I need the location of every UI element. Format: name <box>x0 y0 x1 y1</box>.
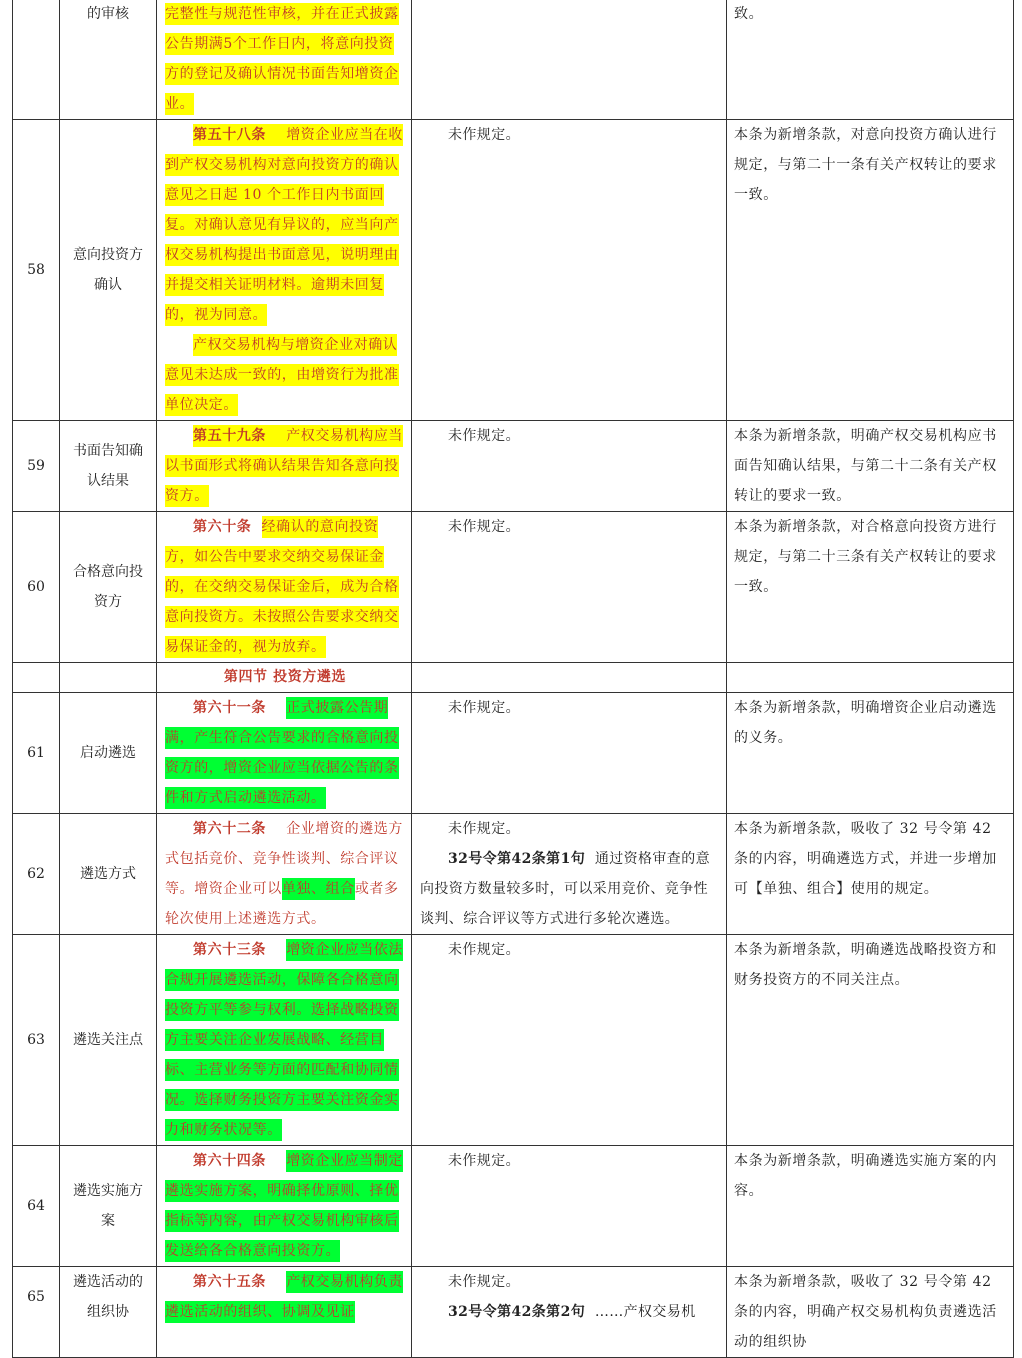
new-article-cell <box>157 1267 412 1358</box>
section-row <box>13 663 1014 693</box>
table-row <box>13 512 1014 663</box>
clause-name: 意向投资方确认 <box>60 120 157 421</box>
note-text: 本条为新增条款，明确增资企业启动遴选的义务。 <box>727 693 1014 814</box>
row-number: 59 <box>13 421 60 512</box>
row-number: 65 <box>13 1267 60 1358</box>
row-number: 58 <box>13 120 60 421</box>
row-number: 61 <box>13 693 60 814</box>
article-text: 完整性与规范性审核，并在正式披露公告期满5个工作日内，将意向投资方的登记及确认情况书面告知增资企业。 <box>165 3 399 115</box>
clause-name: 书面告知确认结果 <box>60 421 157 512</box>
old-rule-text: ……产权交易机 <box>594 1304 696 1320</box>
table-row <box>13 1146 1014 1267</box>
old-rule-text: 未作规定。 <box>448 519 520 535</box>
note-text: 本条为新增条款，对意向投资方确认进行规定，与第二十一条有关产权转让的要求一致。 <box>727 120 1014 421</box>
clause-name: 遴选实施方案 <box>60 1146 157 1267</box>
article-title: 第五十八条 <box>193 127 266 143</box>
new-article-cell <box>157 814 412 935</box>
article-text: 经确认的意向投资方，如公告中要求交纳交易保证金的，在交纳交易保证金后，成为合格意向投资方。未按照公告要求交纳交易保证金的，视为放弃。 <box>165 516 399 658</box>
table-row <box>13 1267 1014 1358</box>
new-article-cell <box>157 421 412 512</box>
article-title: 第六十四条 <box>193 1153 266 1169</box>
old-rule-cell <box>412 512 727 663</box>
table-row <box>13 0 1014 120</box>
article-text: 增资企业应当依法合规开展遴选活动，保障各合格意向投资方平等参与权利。选择战略投资方主要关注企业发展战略、经营目标、主营业务等方面的匹配和协同情况。选择财务投资方主要关注资金实力和财务状况等。 <box>165 939 403 1141</box>
article-text: 产权交易机构负责遴选活动的组织、协调及见证 <box>165 1271 403 1323</box>
reference-label: 32号令第42条第1句 <box>448 851 586 867</box>
clause-name-cell <box>60 0 157 120</box>
note-text: 本条为新增条款，对合格意向投资方进行规定，与第二十三条有关产权转让的要求一致。 <box>727 512 1014 663</box>
article-text: 产权交易机构应当以书面形式将确认结果告知各意向投资方。 <box>165 428 404 504</box>
clause-name: 启动遴选 <box>60 693 157 814</box>
clause-name: 合格意向投资方 <box>60 512 157 663</box>
article-highlight: 单独、组合 <box>282 878 355 900</box>
article-text: 增资企业应当制定遴选实施方案，明确择优原则、择优指标等内容，由产权交易机构审核后发送给各合格意向投资方。 <box>165 1150 403 1262</box>
article-text: 企业增资的遴选方式包括竞价、竞争性谈判、综合评议等。增资企业可以 <box>165 821 404 897</box>
note-text: 致。 <box>734 6 764 22</box>
row-number: 63 <box>13 935 60 1146</box>
old-rule-text: 未作规定。 <box>448 821 520 837</box>
article-title: 第六十条 <box>193 519 252 535</box>
old-rule-cell <box>412 1146 727 1267</box>
table-row <box>13 120 1014 421</box>
article-text: 增资企业应当在收到产权交易机构对意向投资方的确认意见之日起 10 个工作日内书面回复。对确认意见有异议的，应当向产权交易机构提出书面意见，说明理由并提交相关证明材料。逾期未回复的，视为同意。 <box>165 127 404 323</box>
old-rule-text: 未作规定。 <box>448 1153 520 1169</box>
note-text: 本条为新增条款，明确遴选实施方案的内容。 <box>727 1146 1014 1267</box>
old-rule-text: 未作规定。 <box>448 942 520 958</box>
article-title: 第六十五条 <box>193 1274 266 1290</box>
note-cell <box>727 0 1014 120</box>
clause-name: 遴选关注点 <box>60 935 157 1146</box>
note-text: 本条为新增条款，明确产权交易机构应书面告知确认结果，与第二十二条有关产权转让的要求一致。 <box>727 421 1014 512</box>
new-article-cell <box>157 935 412 1146</box>
old-rule-cell <box>412 1267 727 1358</box>
clause-name: 的审核 <box>87 6 129 22</box>
row-number: 60 <box>13 512 60 663</box>
article-text: 产权交易机构与增资企业对确认意见未达成一致的，由增资行为批准单位决定。 <box>165 334 399 416</box>
new-article-cell <box>157 0 412 120</box>
old-rule-cell <box>412 935 727 1146</box>
note-text: 本条为新增条款，吸收了 32 号令第 42 条的内容，明确产权交易机构负责遴选活动的组织协 <box>727 1267 1014 1358</box>
clause-name: 遴选活动的组织协 <box>60 1267 157 1358</box>
article-title: 第五十九条 <box>193 428 266 444</box>
old-rule-cell <box>412 814 727 935</box>
new-article-cell <box>157 1146 412 1267</box>
new-article-cell <box>157 693 412 814</box>
old-rule-cell <box>412 693 727 814</box>
article-title: 第六十一条 <box>193 700 266 716</box>
table-row <box>13 935 1014 1146</box>
regulation-comparison-table <box>12 0 1014 1358</box>
clause-name: 遴选方式 <box>60 814 157 935</box>
article-title: 第六十二条 <box>193 821 266 837</box>
old-rule-text: 未作规定。 <box>448 1274 520 1290</box>
old-rule-text: 通过资格审查的意向投资方数量较多时，可以采用竞价、竞争性谈判、综合评议等方式进行多轮次遴选。 <box>420 851 711 927</box>
table-row <box>13 421 1014 512</box>
reference-label: 32号令第42条第2句 <box>448 1304 586 1320</box>
old-rule-text: 未作规定。 <box>448 127 520 143</box>
old-rule-cell <box>412 120 727 421</box>
note-text: 本条为新增条款，明确遴选战略投资方和财务投资方的不同关注点。 <box>727 935 1014 1146</box>
article-title: 第六十三条 <box>193 942 266 958</box>
article-text: 或者多轮次使用上述遴选方式。 <box>165 881 399 927</box>
article-text: 正式披露公告期满，产生符合公告要求的合格意向投资方的，增资企业应当依据公告的条件和方式启动遴选活动。 <box>165 697 399 809</box>
table-row <box>13 814 1014 935</box>
old-rule-cell <box>412 421 727 512</box>
new-article-cell <box>157 512 412 663</box>
old-rule-text: 未作规定。 <box>448 428 520 444</box>
row-number-cell <box>13 0 60 120</box>
old-rule-text: 未作规定。 <box>448 700 520 716</box>
note-text: 本条为新增条款，吸收了 32 号令第 42 条的内容，明确遴选方式，并进一步增加可【单独、组合】使用的规定。 <box>727 814 1014 935</box>
row-number: 64 <box>13 1146 60 1267</box>
row-number: 62 <box>13 814 60 935</box>
section-heading: 第四节 投资方遴选 <box>157 663 412 693</box>
old-rule-cell <box>412 0 727 120</box>
table-row <box>13 693 1014 814</box>
new-article-cell <box>157 120 412 421</box>
